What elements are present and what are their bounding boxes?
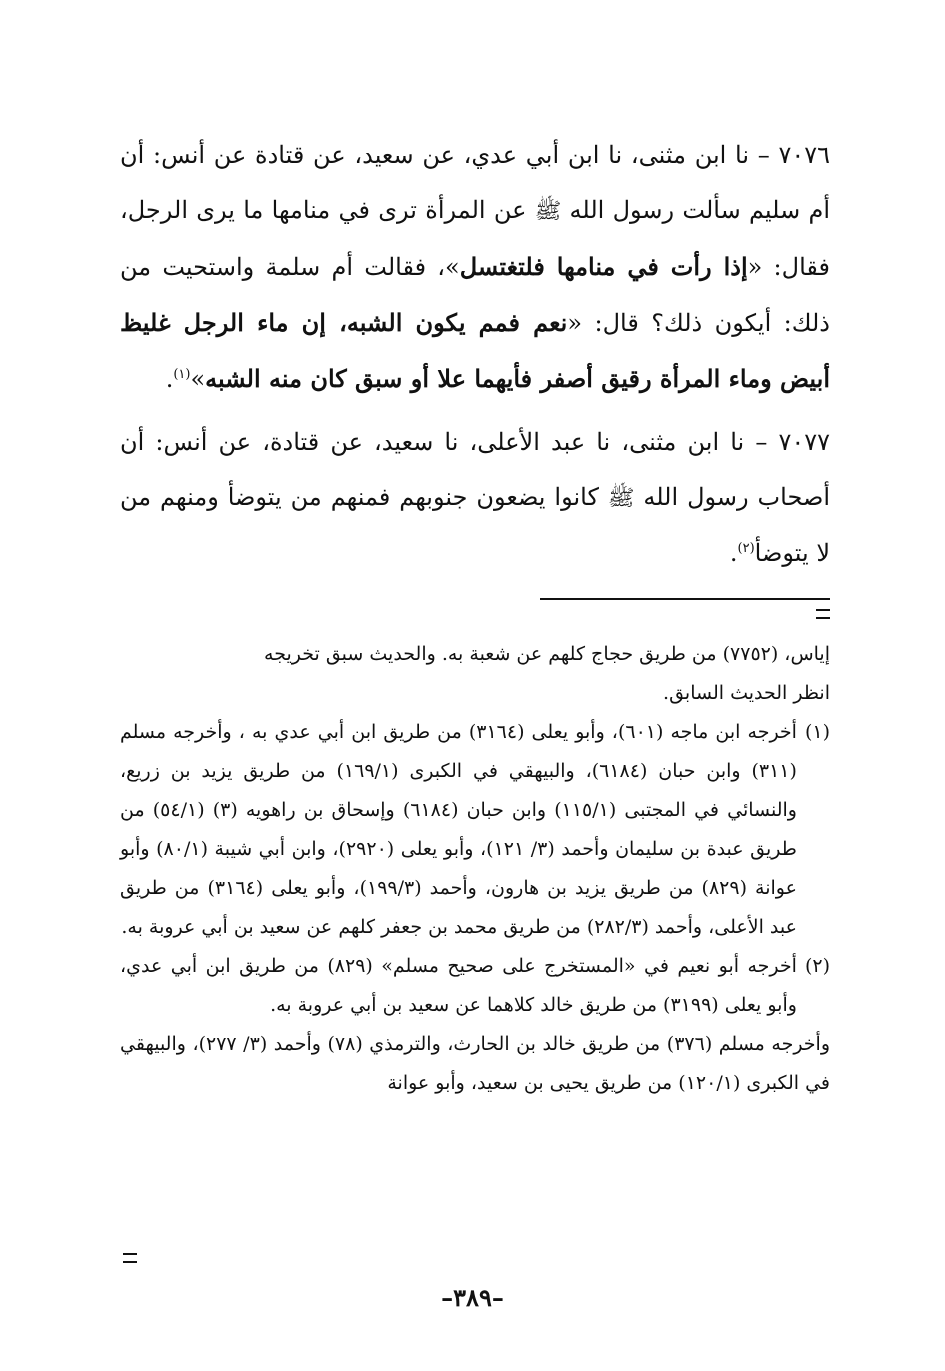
footnote-label: (١) <box>804 721 830 743</box>
continuation-mark <box>816 609 830 619</box>
footnotes <box>120 635 830 1103</box>
footnote-ref: (١) <box>173 367 191 382</box>
salutation-glyph: ﷺ <box>607 486 635 511</box>
hadith-7076: ٧٠٧٦ – نا ابن مثنى، نا ابن أبي عدي، عن سعيد، عن قتادة عن أنس: أن أم سليم سألت رسول الله ﷺ عن المرأة ترى في منامها ما يرى الرجل، فقال: «إذا رأت في منامها فلتغتسل»، فقالت أم سلمة واستحيت من ذلك: أيكون ذلك؟ قال: «نعم فمم يكون الشبه، إن ماء الرجل غليظ أبيض وماء المرأة رقيق أصفر فأيهما علا أو سبق كان منه الشبه»$^{(١)}$. <box>120 141 831 393</box>
page-number: –٣٨٩– <box>441 1283 504 1312</box>
footnote-continued: إياس، (٧٧٥٢) من طريق حجاج كلهم عن شعبة به. والحديث سبق تخريجه <box>264 643 830 665</box>
footnote-separator <box>540 598 830 600</box>
prophet-quote: إذا رأت في منامها فلتغتسل <box>459 252 748 281</box>
prophet-quote: نعم فمم يكون الشبه، إن ماء الرجل غليظ أبيض وماء المرأة رقيق أصفر فأيهما علا أو سبق كان منه الشبه <box>120 308 830 393</box>
main-text <box>120 128 830 581</box>
footnote-extra: وأخرجه مسلم (٣٧٦) من طريق خالد بن الحارث، والترمذي (٧٨) وأحمد (٣/ ٢٧٧)، والبيهقي في الكبرى (١٢٠/١) من طريق يحيى بن سعيد، وأبو عوانة <box>120 1033 831 1094</box>
footnote-1 <box>120 713 830 947</box>
footnote-ref: (٢) <box>737 541 755 556</box>
footnote-continued: انظر الحديث السابق. <box>663 682 830 704</box>
footnote-2 <box>120 947 830 1025</box>
hadith-number: ٧٠٧٦ <box>778 141 830 169</box>
hadith-7077: ٧٠٧٧ – نا ابن مثنى، نا عبد الأعلى، نا سعيد، عن قتادة، عن أنس: أن أصحاب رسول الله ﷺ كانوا يضعون جنوبهم فمنهم من يتوضأ ومنهم من لا يتوضأ$^{(٢)}$. <box>120 428 830 567</box>
hadith-number: ٧٠٧٧ <box>778 428 830 456</box>
salutation-glyph: ﷺ <box>534 199 562 224</box>
footnote-label: (٢) <box>804 955 830 977</box>
footnote-text: أخرجه أبو نعيم في «المستخرج على صحيح مسلم» (٨٢٩) من طريق ابن أبي عدي، وأبو يعلى (٣١٩٩) من طريق خالد كلاهما عن سعيد بن أبي عروبة به. <box>120 955 797 1016</box>
continuation-mark <box>123 1253 137 1263</box>
footnote-text: أخرجه ابن ماجه (٦٠١)، وأبو يعلى (٣١٦٤) من طريق ابن أبي عدي به ، وأخرجه مسلم (٣١١) وابن حبان (٦١٨٤)، والبيهقي في الكبرى (١٦٩/١) من طريق يزيد بن زريع، والنسائي في المجتبى (١١٥/١) وابن حبان (٦١٨٤) وإسحاق بن راهويه (٣) (٥٤/١) من طريق عبدة بن سليمان وأحمد (٣/ ١٢١)، وأبو يعلى (٢٩٢٠)، وابن أبي شيبة (٨٠/١) وأبو عوانة (٨٢٩) من طريق يزيد بن هارون، وأحمد (١٩٩/٣)، وأبو يعلى (٣١٦٤) من طريق عبد الأعلى، وأحمد (٢٨٢/٣) من طريق محمد بن جعفر كلهم عن سعيد بن أبي عروبة به. <box>120 721 797 938</box>
